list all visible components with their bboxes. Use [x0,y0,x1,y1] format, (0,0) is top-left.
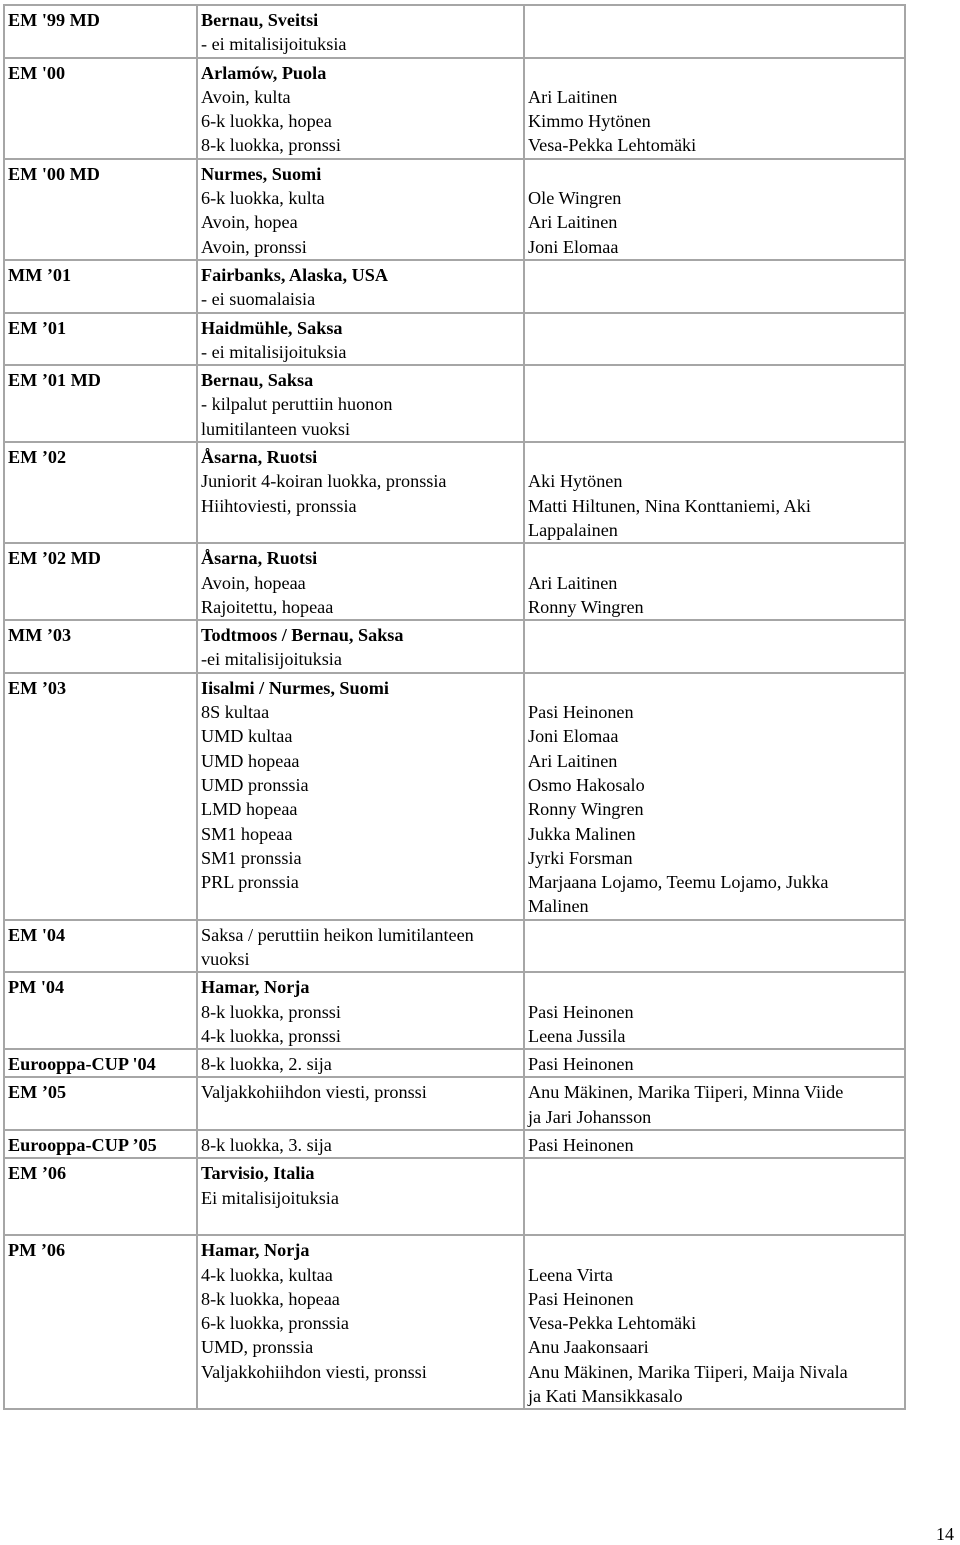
result-line: UMD pronssia [201,774,309,795]
venue: Bernau, Sveitsi [201,10,319,30]
result-line: Saksa / peruttiin heikon lumitilanteen [201,924,474,945]
event-name: EM ’02 [8,447,67,468]
athlete-line: Ronny Wingren [528,596,644,617]
result-line: - ei suomalaisia [201,289,316,310]
venue: Arlamów, Puola [201,62,327,83]
result-cell [197,620,524,673]
result-line: SM1 pronssia [201,847,302,868]
result-line: UMD kultaa [201,726,293,747]
athletes-cell [524,920,905,973]
result-line: Avoin, hopea [201,212,298,233]
event-name: PM '04 [8,977,65,998]
result-cell [197,1130,524,1158]
result-cell [197,260,524,313]
result-line: SM1 hopeaa [201,823,293,844]
result-line: - ei mitalisijoituksia [201,34,347,55]
event-name: EM ’06 [8,1163,67,1184]
table-row [4,972,905,1049]
event-cell [4,1158,197,1235]
athlete-line: Anu Mäkinen, Marika Tiiperi, Maija Nivala [528,1361,848,1382]
result-cell [197,920,524,973]
result-line: - kilpalut peruttiin huonon [201,394,393,415]
result-line: UMD, pronssia [201,1337,314,1358]
event-cell [4,1049,197,1077]
result-line: Valjakkohiihdon viesti, pronssi [201,1361,427,1382]
athletes-cell [524,260,905,313]
result-cell [197,5,524,58]
result-cell [197,673,524,920]
athlete-line: Pasi Heinonen [528,1135,634,1156]
table-row [4,1077,905,1130]
event-name: PM ’06 [8,1240,66,1261]
table-row [4,543,905,620]
result-cell [197,1077,524,1130]
result-line: Avoin, kulta [201,86,291,107]
athlete-line: Leena Jussila [528,1025,626,1046]
athlete-line: Malinen [528,896,589,917]
result-line: Hiihtoviesti, pronssia [201,495,357,516]
athletes-cell [524,442,905,543]
table-row [4,365,905,442]
result-line: 8-k luokka, pronssi [201,1001,341,1022]
table-row [4,260,905,313]
athlete-line: Ari Laitinen [528,212,618,233]
result-line: 4-k luokka, pronssi [201,1025,341,1046]
event-cell [4,159,197,260]
result-line: LMD hopeaa [201,799,298,820]
athletes-cell [524,1130,905,1158]
result-line: 6-k luokka, pronssia [201,1313,350,1334]
venue: Iisalmi / Nurmes, Suomi [201,677,389,698]
venue: Tarvisio, Italia [201,1163,315,1184]
result-cell [197,1235,524,1409]
athlete-line: Ari Laitinen [528,86,618,107]
result-line: -ei mitalisijoituksia [201,649,342,670]
table-row [4,442,905,543]
event-name: EM ’01 [8,317,67,338]
athletes-cell [524,5,905,58]
event-name: Eurooppa-CUP '04 [8,1054,156,1075]
result-line: Juniorit 4-koiran luokka, pronssia [201,471,447,492]
result-line: Valjakkohiihdon viesti, pronssi [201,1082,427,1103]
athlete-line: Pasi Heinonen [528,1288,634,1309]
event-cell [4,365,197,442]
event-cell [4,1077,197,1130]
athlete-line: Joni Elomaa [528,726,619,747]
results-table-body [4,5,905,1409]
event-name: EM '00 MD [8,163,100,184]
event-cell [4,1130,197,1158]
event-name: EM ’01 MD [8,370,101,391]
venue: Hamar, Norja [201,977,310,998]
event-name: MM ’01 [8,264,72,285]
result-cell [197,972,524,1049]
athlete-line: Anu Jaakonsaari [528,1337,649,1358]
result-line: 6-k luokka, kulta [201,188,325,209]
athlete-line: Vesa-Pekka Lehtomäki [528,1313,697,1334]
result-cell [197,313,524,366]
athletes-cell [524,313,905,366]
page-number: 14 [936,1524,954,1544]
athletes-cell [524,58,905,159]
event-cell [4,543,197,620]
athlete-line: Vesa-Pekka Lehtomäki [528,135,697,156]
table-row [4,1158,905,1235]
result-line: 6-k luokka, hopea [201,111,332,132]
event-name: EM ’02 MD [8,548,101,569]
result-cell [197,543,524,620]
athletes-cell [524,1077,905,1130]
result-line: lumitilanteen vuoksi [201,418,351,439]
athletes-cell [524,1235,905,1409]
table-row [4,58,905,159]
result-line: Avoin, pronssi [201,236,307,257]
event-cell [4,920,197,973]
athletes-cell [524,620,905,673]
athlete-line: Pasi Heinonen [528,1054,634,1075]
result-line: 8-k luokka, 2. sija [201,1054,332,1075]
table-row [4,159,905,260]
event-name: EM '99 MD [8,10,100,30]
athlete-line: Lappalainen [528,519,618,540]
table-row [4,5,905,58]
result-line: 8-k luokka, 3. sija [201,1135,332,1156]
event-cell [4,673,197,920]
athlete-line: Ole Wingren [528,188,622,209]
event-name: EM '04 [8,924,66,945]
result-line: Ei mitalisijoituksia [201,1187,339,1208]
result-line: Rajoitettu, hopeaa [201,596,334,617]
event-cell [4,58,197,159]
result-line: UMD hopeaa [201,750,300,771]
athletes-cell [524,543,905,620]
venue: Hamar, Norja [201,1240,310,1261]
athlete-line: Kimmo Hytönen [528,111,651,132]
athlete-line: Anu Mäkinen, Marika Tiiperi, Minna Viide [528,1082,844,1103]
athletes-cell [524,159,905,260]
event-cell [4,260,197,313]
athlete-line: Pasi Heinonen [528,1001,634,1022]
athlete-line: Matti Hiltunen, Nina Konttaniemi, Aki [528,495,811,516]
result-line: PRL pronssia [201,872,299,893]
table-row [4,1235,905,1409]
table-row [4,620,905,673]
table-row [4,1049,905,1077]
venue: Nurmes, Suomi [201,163,322,184]
venue: Todtmoos / Bernau, Saksa [201,625,404,646]
athlete-line: Ari Laitinen [528,750,618,771]
table-row [4,313,905,366]
result-cell [197,159,524,260]
venue: Bernau, Saksa [201,370,314,391]
event-name: EM ’05 [8,1082,67,1103]
event-name: MM ’03 [8,625,72,646]
event-cell [4,1235,197,1409]
event-cell [4,5,197,58]
athlete-line: Joni Elomaa [528,236,619,257]
athlete-line: Pasi Heinonen [528,702,634,723]
athletes-cell [524,1158,905,1235]
athlete-line: Leena Virta [528,1264,613,1285]
athlete-line: Ari Laitinen [528,572,618,593]
event-name: EM ’03 [8,677,67,698]
event-name: Eurooppa-CUP ’05 [8,1135,157,1156]
table-row [4,673,905,920]
event-cell [4,442,197,543]
result-cell [197,365,524,442]
result-line: - ei mitalisijoituksia [201,341,347,362]
athletes-cell [524,673,905,920]
result-cell [197,1158,524,1235]
result-line: Avoin, hopeaa [201,572,306,593]
table-row [4,920,905,973]
event-name: EM '00 [8,62,66,83]
venue: Haidmühle, Saksa [201,317,343,338]
event-cell [4,972,197,1049]
result-line: 8-k luokka, pronssi [201,135,341,156]
event-cell [4,313,197,366]
athletes-cell [524,365,905,442]
athletes-cell [524,972,905,1049]
result-cell [197,442,524,543]
athlete-line: ja Kati Mansikkasalo [528,1386,683,1407]
result-cell [197,1049,524,1077]
athletes-cell [524,1049,905,1077]
results-table [3,4,906,1410]
athlete-line: Ronny Wingren [528,799,644,820]
result-line: 8-k luokka, hopeaa [201,1288,340,1309]
venue: Åsarna, Ruotsi [201,447,318,468]
venue: Åsarna, Ruotsi [201,548,318,569]
athlete-line: Jyrki Forsman [528,847,633,868]
event-cell [4,620,197,673]
result-line: 4-k luokka, kultaa [201,1264,333,1285]
table-row [4,1130,905,1158]
result-line: vuoksi [201,948,250,969]
venue: Fairbanks, Alaska, USA [201,264,388,285]
athlete-line: Aki Hytönen [528,471,623,492]
athlete-line: Jukka Malinen [528,823,636,844]
athlete-line: Osmo Hakosalo [528,774,645,795]
athlete-line: ja Jari Johansson [528,1106,652,1127]
result-line: 8S kultaa [201,702,270,723]
athlete-line: Marjaana Lojamo, Teemu Lojamo, Jukka [528,872,829,893]
result-cell [197,58,524,159]
